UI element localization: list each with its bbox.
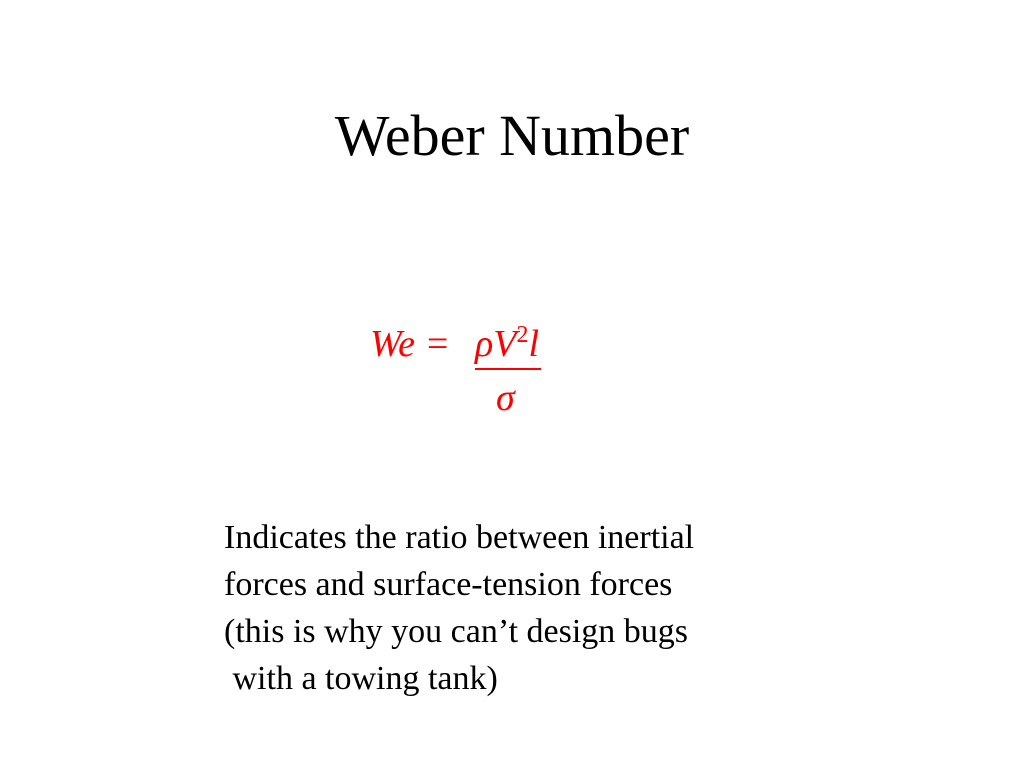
formula-denominator: σ [496, 377, 515, 419]
formula-exponent: 2 [516, 322, 529, 348]
description-line: with a towing tank) [224, 660, 498, 697]
description-line: (this is why you can’t design bugs [224, 613, 689, 650]
description [224, 514, 924, 702]
formula-numerator-tail: l [528, 323, 540, 365]
description-line: Indicates the ratio between inertial [224, 519, 695, 556]
formula-lhs: We = [370, 323, 451, 365]
weber-formula [370, 320, 630, 420]
formula-numerator [475, 320, 541, 370]
description-line: forces and surface-tension forces [224, 566, 673, 603]
formula-numerator-base: ρV [475, 323, 517, 365]
slide-title: Weber Number [334, 103, 690, 168]
